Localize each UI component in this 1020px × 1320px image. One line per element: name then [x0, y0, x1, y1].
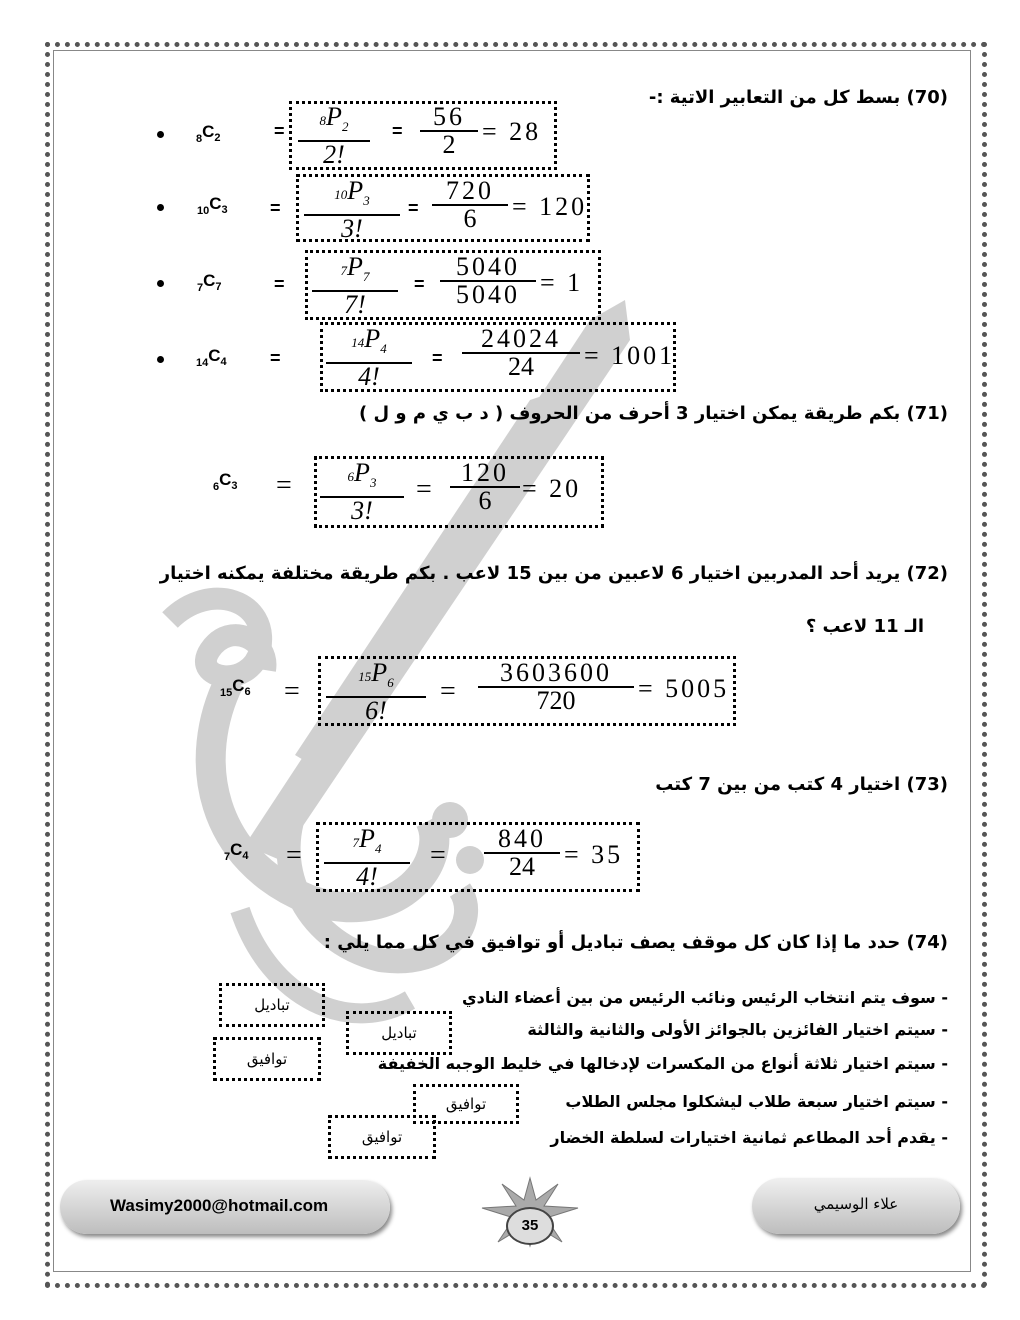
value-fraction: $\frac{5040}{5040}$	[440, 254, 536, 308]
permutation-fraction: $\frac{8P_2}{2!}$	[298, 104, 370, 168]
result: = 28	[482, 117, 542, 146]
answer-box-combination: توافيق	[328, 1115, 436, 1159]
permutation-fraction: $\frac{15P_6}{6!}$	[326, 660, 426, 724]
value-fraction: $\frac{120}{6}$	[450, 460, 520, 514]
permutation-fraction: $\frac{6P_3}{3!}$	[320, 460, 404, 524]
value-fraction: $\frac{24024}{24}$	[462, 326, 580, 380]
result: = 5005	[638, 674, 730, 703]
result: = 35	[564, 840, 624, 869]
equals-sign: =	[286, 840, 302, 871]
bullet	[157, 131, 164, 138]
equals-sign: =	[274, 121, 285, 141]
footer-author: علاء الوسيمي	[813, 1195, 899, 1213]
result: = 20	[522, 474, 582, 503]
equals-sign: =	[430, 840, 446, 871]
q74-item: - سيتم اختيار الفائزين بالجوائز الأولى والثانية والثالثة	[527, 1020, 948, 1039]
result: = 120	[512, 192, 588, 221]
equals-sign: =	[274, 274, 285, 294]
page-number: 35	[506, 1207, 554, 1245]
permutation-fraction: $\frac{7P_7}{7!}$	[312, 254, 398, 318]
bullet	[157, 356, 164, 363]
equals-sign: =	[270, 198, 281, 218]
result: = 1	[540, 268, 584, 297]
result: = 1001	[584, 341, 676, 370]
equals-sign: =	[414, 274, 425, 294]
answer-box-permutation: تباديل	[219, 983, 325, 1027]
equals-sign: =	[276, 470, 292, 501]
equals-sign: =	[392, 121, 403, 141]
permutation-fraction: $\frac{10P_3}{3!}$	[304, 178, 400, 242]
equals-sign: =	[408, 198, 419, 218]
answer-box-combination: توافيق	[213, 1037, 321, 1081]
value-fraction: $\frac{3603600}{720}$	[478, 660, 634, 714]
value-fraction: $\frac{56}{2}$	[420, 104, 478, 158]
equals-sign: =	[416, 474, 432, 505]
bullet	[157, 280, 164, 287]
q72-line1: (72) يريد أحد المدربين اختيار 6 لاعبين من بين 15 لاعب . بكم طريقة مختلفة يمكنه اختيار	[159, 563, 948, 584]
equals-sign: =	[440, 676, 456, 707]
q71-title: (71) بكم طريقة يمكن اختيار 3 أحرف من الحروف ( د ب ي م و ل )	[359, 403, 948, 424]
answer-box-permutation: تباديل	[346, 1011, 452, 1055]
q72-line2: الـ 11 لاعب ؟	[805, 616, 924, 637]
q73-title: (73) اختيار 4 كتب من بين 7 كتب	[655, 774, 948, 795]
q74-item: - سوف يتم انتخاب الرئيس ونائب الرئيس من بين أعضاء النادي	[461, 988, 948, 1007]
value-fraction: $\frac{840}{24}$	[484, 826, 560, 880]
q74-item: - يقدم أحد المطاعم ثمانية اختيارات لسلطة الخضار	[550, 1128, 948, 1147]
footer-email: Wasimy2000@hotmail.com	[110, 1196, 329, 1215]
q74-item: - سيتم اختيار ثلاثة أنواع من المكسرات لإدخالها في خليط الوجبه الخفيفة	[377, 1054, 948, 1073]
combination-label: $_{10}C_3$	[197, 194, 228, 217]
combination-label: $_6C_3$	[213, 470, 238, 493]
combination-label: $_{14}C_4$	[196, 346, 227, 369]
q74-item: - سيتم اختيار سبعة طلاب ليشكلوا مجلس الطلاب	[565, 1092, 948, 1111]
combination-label: $_7C_4$	[224, 840, 249, 863]
footer-email-badge	[60, 1180, 390, 1234]
bullet	[157, 204, 164, 211]
footer-author-badge	[752, 1178, 960, 1234]
equals-sign: =	[284, 676, 300, 707]
answer-box-combination: توافيق	[413, 1084, 519, 1124]
q70-title: (70) بسط كل من التعابير الاتية :-	[648, 87, 948, 108]
equals-sign: =	[432, 348, 443, 368]
permutation-fraction: $\frac{7P_4}{4!}$	[324, 826, 410, 890]
equals-sign: =	[270, 348, 281, 368]
q74-title: (74) حدد ما إذا كان كل موقف يصف تباديل أو توافيق في كل مما يلي :	[323, 932, 948, 953]
value-fraction: $\frac{720}{6}$	[432, 178, 508, 232]
combination-label: $_7C_7$	[197, 271, 222, 294]
combination-label: $_8C_2$	[196, 122, 221, 145]
permutation-fraction: $\frac{14P_4}{4!}$	[326, 326, 412, 390]
combination-label: $_{15}C_6$	[220, 676, 251, 699]
